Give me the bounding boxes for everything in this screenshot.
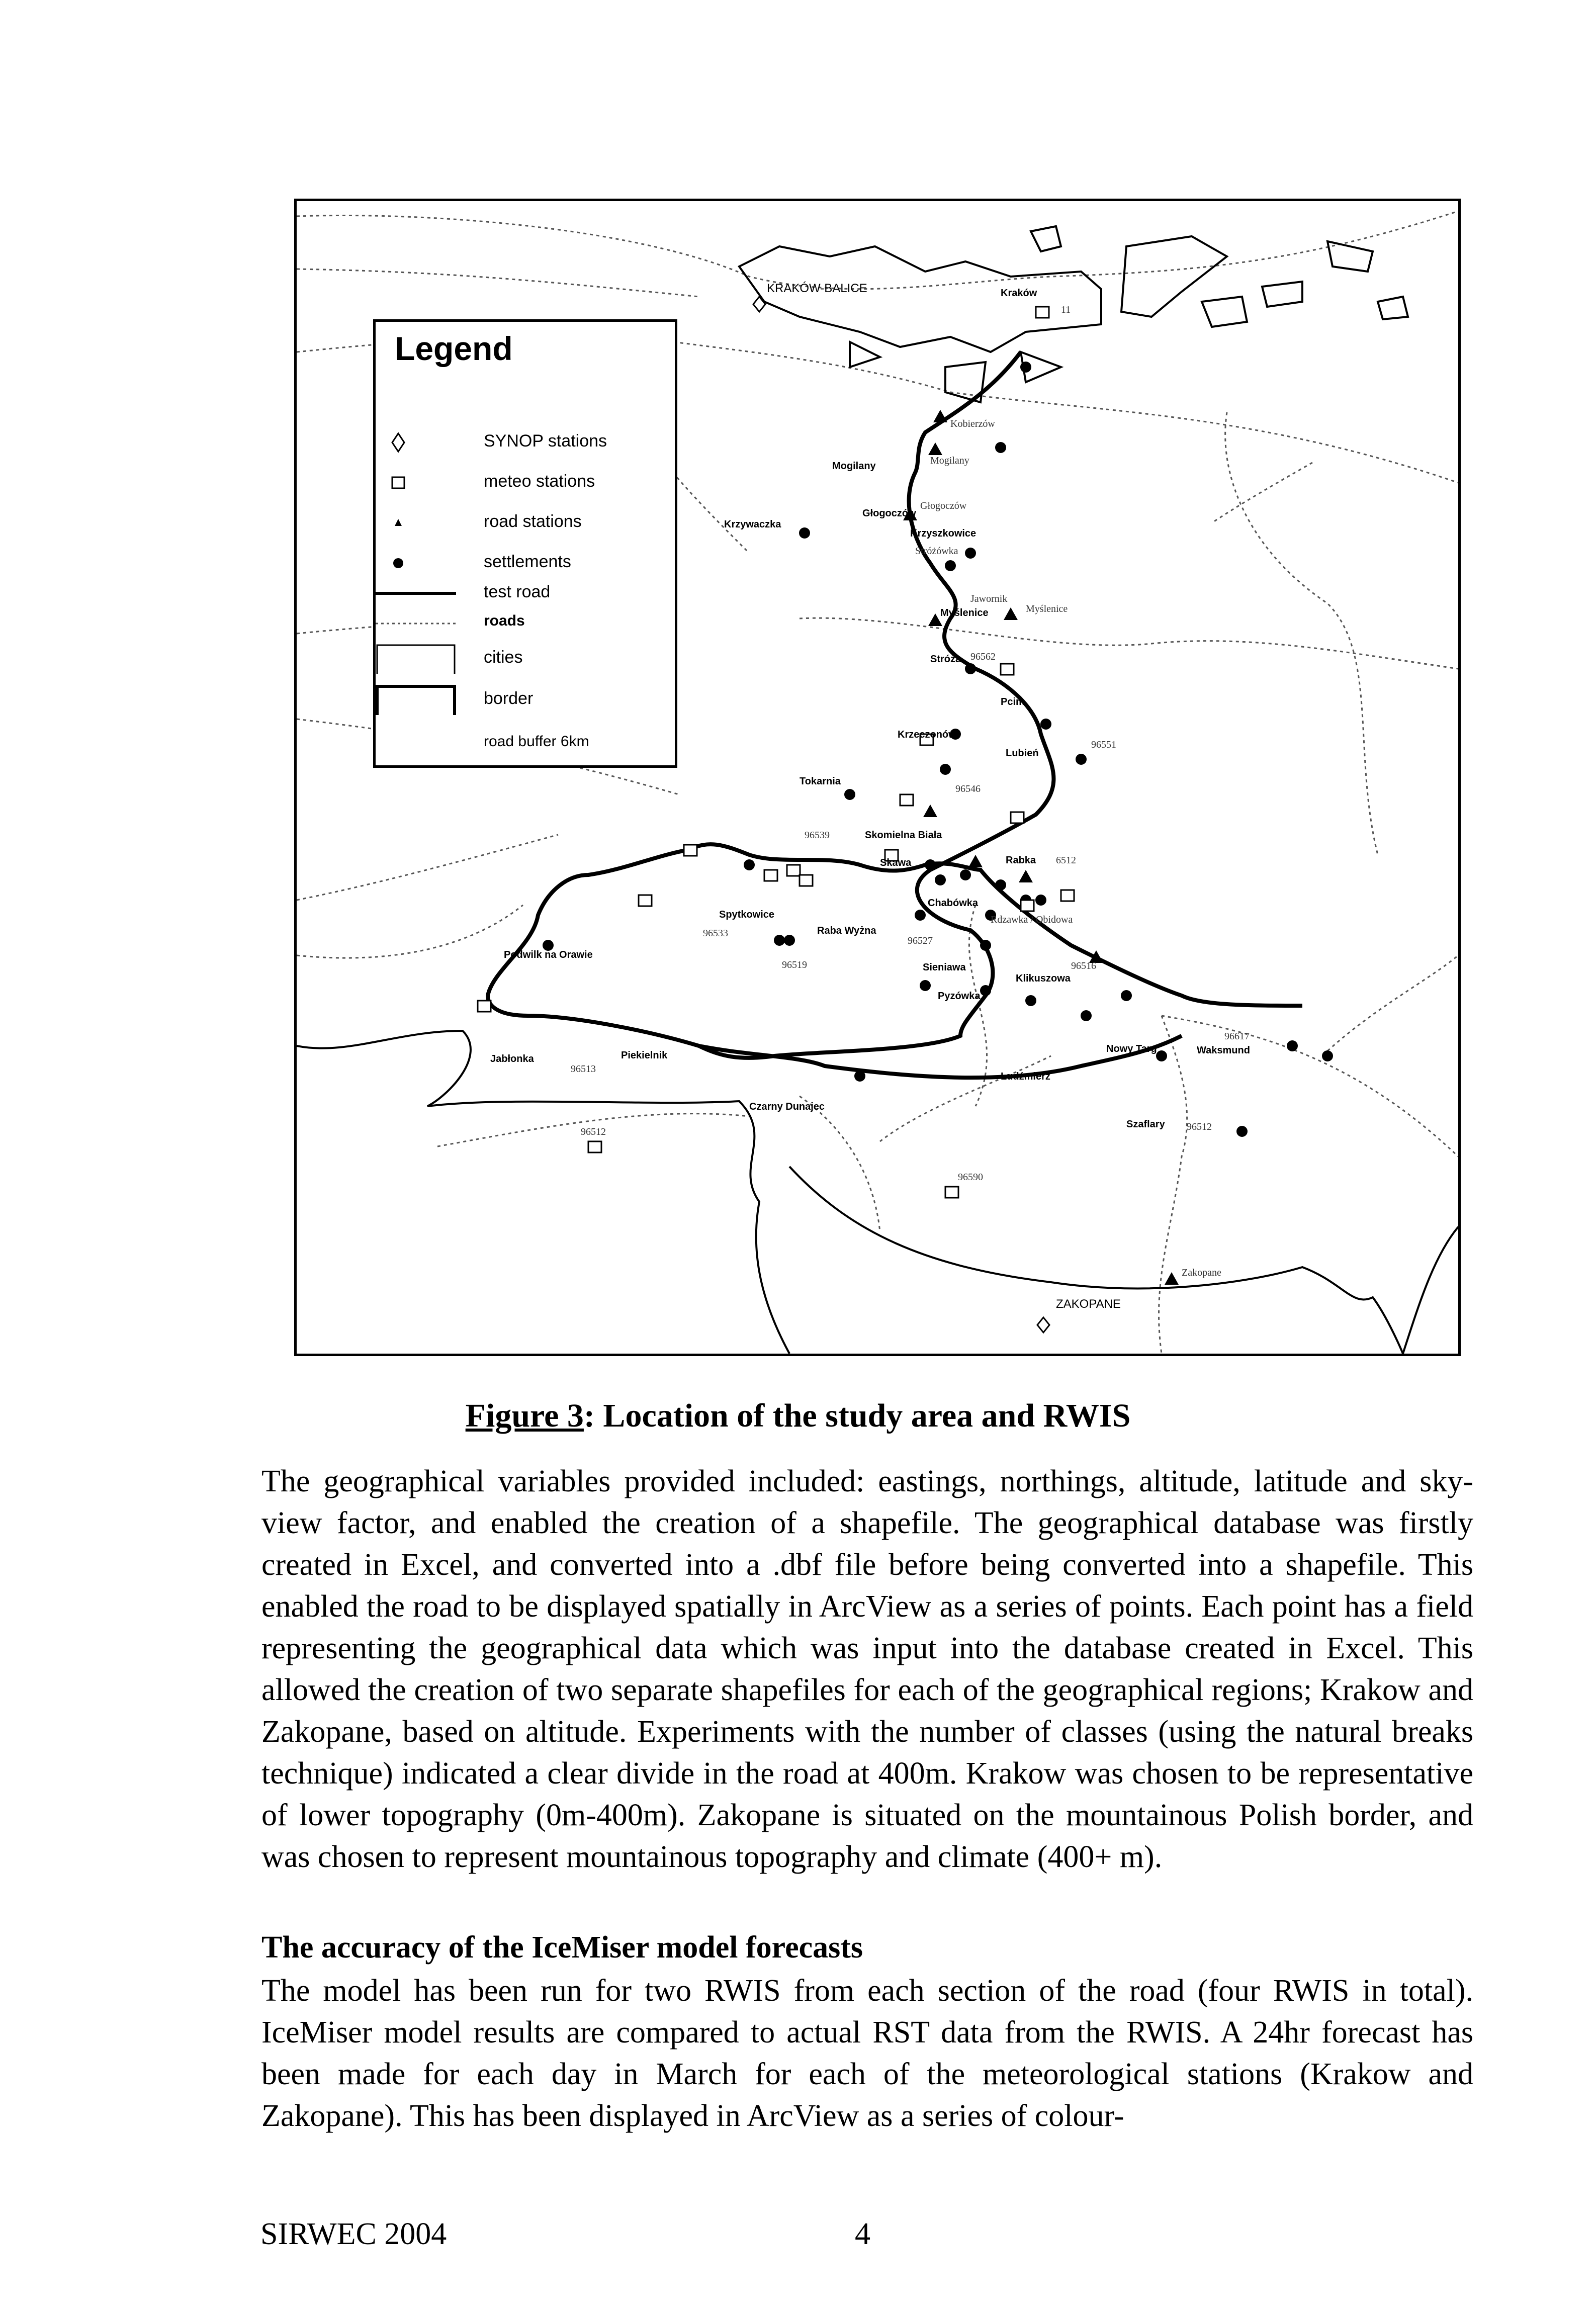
legend-label: SYNOP stations (484, 431, 607, 451)
triangle-icon (376, 508, 456, 538)
map-label: Rdzawka / Obidowa (991, 914, 1073, 925)
legend-label: border (484, 689, 534, 708)
map-label: Krzywaczka (724, 519, 781, 530)
synop-stations-layer (753, 297, 1049, 1332)
map-label: 96617 (1224, 1031, 1250, 1042)
map-label: Pyzówka (938, 991, 981, 1002)
legend-item-buffer (376, 729, 675, 759)
cities-layer (739, 226, 1408, 402)
body-paragraph-2: The model has been run for two RWIS from each section of the road (four RWIS in total). IceMiser model results are compared to actual RST data from the RWIS. A 24hr forecast has been made for each day in March for each of the meteorological stations (Krakow and Zakopane). This has been displayed in ArcView as a series of colour- (261, 1974, 1473, 2133)
dot-icon (376, 548, 456, 578)
square-icon (376, 468, 456, 498)
map-label: Spytkowice (719, 909, 775, 920)
figure-caption (0, 1397, 1596, 1435)
map-label: 96513 (571, 1063, 596, 1075)
map-label: Głogoczów (862, 508, 916, 519)
body-paragraph-1 (261, 1461, 1473, 1878)
map-label: Rabka (1006, 855, 1036, 866)
map-label: Czarny Dunajec (749, 1101, 825, 1112)
map-label: KRAKÓW-BALICE (767, 282, 867, 295)
map-label: 96562 (970, 651, 996, 662)
legend-label: roads (484, 612, 525, 629)
dotted-line-icon (376, 608, 456, 639)
map-label: Lubień (1006, 748, 1039, 759)
map-label: Raba Wyżna (817, 925, 876, 936)
map-label: Jabłonka (490, 1053, 534, 1064)
legend-label: road buffer 6km (484, 733, 589, 750)
map-label: Krzyszkowice (910, 528, 977, 539)
map-label: 96539 (805, 830, 830, 841)
map-label: Skawa (880, 857, 912, 868)
map-label: 96533 (703, 928, 728, 939)
map-label: Mogilany (832, 461, 876, 472)
map-label: Sieniawa (923, 962, 966, 973)
map-label: Klikuszowa (1016, 973, 1071, 984)
map-label: Głogoczów (920, 500, 967, 511)
caption-text: : Location of the study area and RWIS (583, 1397, 1131, 1434)
map-label: Kraków (1001, 288, 1037, 299)
map-label: 96590 (958, 1172, 983, 1183)
legend-item-border (376, 685, 675, 715)
map-label: Mogilany (930, 455, 969, 466)
study-area-map (294, 199, 1461, 1356)
map-label: Myślenice (940, 607, 989, 618)
map-label: Podwilk na Orawie (504, 949, 593, 960)
map-legend (373, 319, 677, 768)
map-label: Myślenice (1026, 603, 1068, 614)
footer-conference: SIRWEC 2004 (260, 2217, 447, 2251)
map-label: 11 (1061, 304, 1071, 315)
legend-item-cities (376, 644, 675, 674)
map-label: Szaflary (1126, 1119, 1165, 1130)
legend-item-test-road (376, 578, 675, 608)
map-label: 96512 (1187, 1121, 1212, 1132)
map-label: 96516 (1071, 960, 1096, 971)
diamond-icon (376, 427, 456, 458)
map-label: Krzeczonów (898, 729, 956, 740)
border-layer (297, 1031, 1458, 1354)
figure-number: Figure 3 (465, 1397, 584, 1434)
thick-line-icon (376, 578, 456, 608)
legend-label: settlements (484, 552, 571, 571)
map-label: Jawornik (970, 593, 1008, 604)
legend-item-road-stations (376, 508, 675, 538)
map-label: 96512 (581, 1126, 606, 1137)
legend-item-meteo (376, 468, 675, 498)
legend-label: test road (484, 582, 551, 601)
map-label: 6512 (1056, 855, 1076, 866)
map-label: Chabówka (928, 898, 979, 909)
map-label: Tokarnia (800, 776, 841, 787)
legend-label: road stations (484, 512, 582, 531)
map-label: Piekielnik (621, 1050, 668, 1061)
map-label: ZAKOPANE (1056, 1297, 1121, 1311)
legend-title: Legend (395, 330, 513, 367)
legend-item-settlements (376, 548, 675, 578)
map-label: Zakopane (1182, 1267, 1221, 1278)
road-stations-layer (903, 410, 1179, 1285)
map-label: Stróża (930, 654, 961, 665)
map-label: 96546 (955, 783, 981, 794)
map-label: 96551 (1091, 739, 1116, 750)
legend-label: meteo stations (484, 472, 595, 491)
legend-item-synop (376, 427, 675, 458)
map-label: Waksmund (1197, 1045, 1250, 1056)
legend-item-roads (376, 608, 675, 639)
legend-label: cities (484, 648, 523, 667)
map-label: 96519 (782, 959, 807, 970)
paragraph-text: The geographical variables provided included: eastings, northings, altitude, latitude and sky-view factor, and enabled the creation of a shapefile. The geographical database was firstly created in Excel, and converted into a .dbf file before being converted into a shapefile. This enabled the road to be displayed spatially in ArcView as a series of points. Each point has a field representing the geographical data which was input into the database created in Excel. This allowed the creation of two separate shapefiles for each of the geographical regions; Krakow and Zakopane, based on altitude. Experiments with the number of classes (using the natural breaks technique) indicated a clear divide in the road at 400m. Krakow was chosen to be representative of lower topography (0m-400m). Zakopane is situated on the mountainous Polish border, and was chosen to represent mountainous topography and climate (400+ m). (261, 1464, 1473, 1874)
map-label: Nowy Targ (1106, 1043, 1157, 1054)
map-label: Stróżówka (915, 546, 958, 557)
map-label: Ludźmierz (1001, 1071, 1050, 1082)
map-label: Pcim (1001, 696, 1025, 707)
map-label: 96527 (908, 935, 933, 946)
thick-box-icon (376, 685, 456, 715)
map-label: Skomielna Biała (865, 830, 942, 841)
page-number: 4 (855, 2217, 870, 2251)
section-heading: The accuracy of the IceMiser model forecasts (261, 1930, 863, 1965)
map-label: Kobierzów (950, 418, 995, 429)
outline-box-icon (376, 644, 456, 674)
